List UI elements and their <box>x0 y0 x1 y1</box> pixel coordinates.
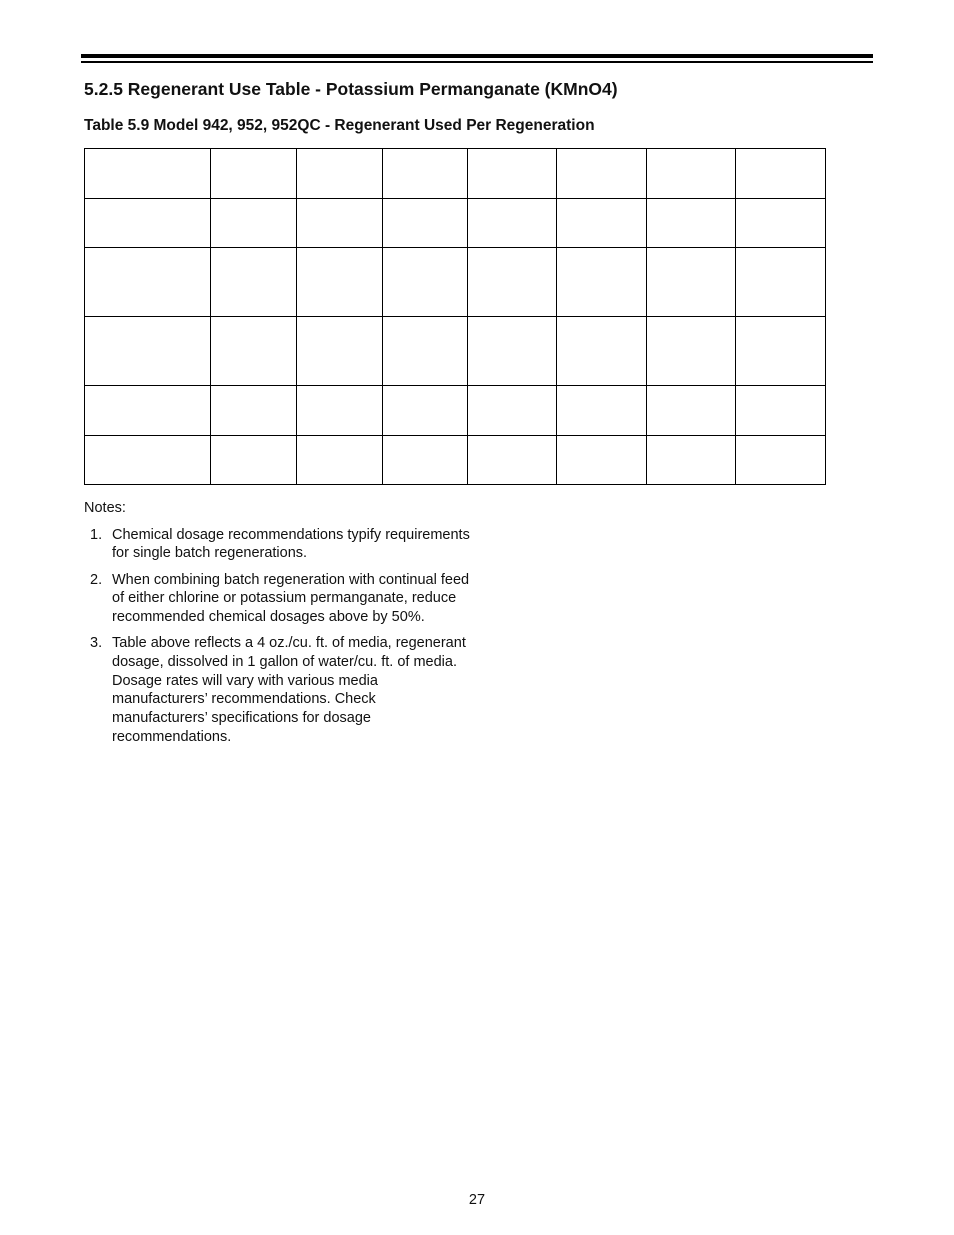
table-cell <box>297 199 383 248</box>
regenerant-table <box>84 148 826 485</box>
table-row <box>85 386 826 436</box>
table-cell <box>468 386 557 436</box>
table-cell <box>297 317 383 386</box>
note-text: When combining batch regeneration with continual feed of either chlorine or potassium permanganate, reduce recommended chemical dosages above by 50%. <box>112 571 470 626</box>
note-number: 2. <box>90 571 103 588</box>
page-number: 27 <box>468 1192 486 1208</box>
table-cell <box>211 199 297 248</box>
table-cell <box>557 317 647 386</box>
table-cell <box>297 248 383 317</box>
table-cell <box>647 199 736 248</box>
table-cell <box>85 436 211 485</box>
table-cell <box>468 199 557 248</box>
table-cell <box>85 386 211 436</box>
notes-list <box>84 526 474 747</box>
table-row <box>85 149 826 199</box>
table-cell <box>383 248 468 317</box>
table-row <box>85 248 826 317</box>
table-row <box>85 199 826 248</box>
table-cell <box>211 248 297 317</box>
table-cell <box>297 149 383 199</box>
table-cell <box>211 386 297 436</box>
table-cell <box>647 317 736 386</box>
note-item <box>84 571 474 627</box>
table-cell <box>383 386 468 436</box>
table-cell <box>383 199 468 248</box>
table-cell <box>736 436 826 485</box>
table-cell <box>557 199 647 248</box>
table-cell <box>297 386 383 436</box>
table-cell <box>557 386 647 436</box>
table-cell <box>468 317 557 386</box>
table-cell <box>736 386 826 436</box>
table-cell <box>85 317 211 386</box>
header-rule-thin <box>81 61 873 63</box>
table-cell <box>647 436 736 485</box>
table-cell <box>85 149 211 199</box>
note-number: 1. <box>90 526 103 543</box>
notes-section <box>84 499 474 754</box>
table-cell <box>468 248 557 317</box>
table-cell <box>211 317 297 386</box>
table-cell <box>736 317 826 386</box>
table-cell <box>468 436 557 485</box>
table-row <box>85 317 826 386</box>
table-cell <box>647 248 736 317</box>
header-rule-thick <box>81 54 873 58</box>
note-item <box>84 634 474 746</box>
table-cell <box>85 248 211 317</box>
table-cell <box>557 149 647 199</box>
table-cell <box>297 436 383 485</box>
table-cell <box>736 248 826 317</box>
table-cell <box>211 149 297 199</box>
table-cell <box>468 149 557 199</box>
table-cell <box>647 386 736 436</box>
notes-title: Notes: <box>84 500 126 516</box>
table-cell <box>211 436 297 485</box>
section-heading: 5.2.5 Regenerant Use Table - Potassium Permanganate (KMnO4) <box>84 79 618 99</box>
table-cell <box>557 248 647 317</box>
table-title: Table 5.9 Model 942, 952, 952QC - Regenerant Used Per Regeneration <box>84 117 595 134</box>
table-cell <box>557 436 647 485</box>
table-cell <box>736 149 826 199</box>
note-text: Table above reflects a 4 oz./cu. ft. of media, regenerant dosage, dissolved in 1 gallon of water/cu. ft. of media. Dosage rates will vary with various media manufacturers’ recommendations. Check manufacturers’ specifications for dosage recommendations. <box>112 635 466 745</box>
note-item <box>84 526 474 563</box>
table-cell <box>647 149 736 199</box>
table-cell <box>383 149 468 199</box>
table-cell <box>383 317 468 386</box>
table-row <box>85 436 826 485</box>
table-cell <box>736 199 826 248</box>
table-cell <box>85 199 211 248</box>
table-cell <box>383 436 468 485</box>
note-number: 3. <box>90 635 103 652</box>
note-text: Chemical dosage recommendations typify requirements for single batch regenerations. <box>112 526 470 562</box>
